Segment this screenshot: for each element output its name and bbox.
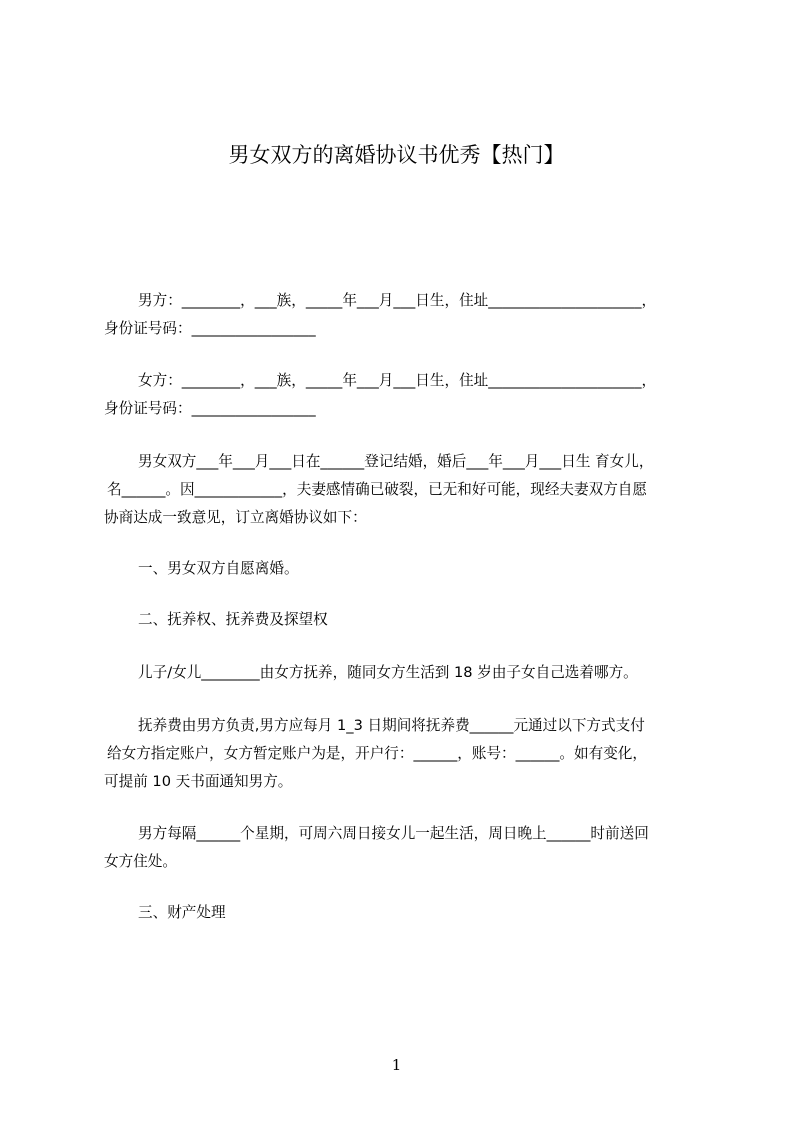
visit-line-1: 男方每隔______个星期，可周六周日接女儿一起生活，周日晚上______时前送回 xyxy=(138,825,649,842)
marriage-line-3: 协商达成一致意见，订立离婚协议如下： xyxy=(104,509,367,526)
male-info-line: 男方：________，___族，_____年___月___日生，住址_____________________， xyxy=(138,292,657,309)
female-info-line: 女方：________，___族，_____年___月___日生，住址_____________________， xyxy=(138,372,657,389)
marriage-line-2: 名______。因____________，夫妻感情确已破裂，已无和好可能，现经夫妻双方自愿 xyxy=(107,481,647,498)
support-line-1: 抚养费由男方负责,男方应每月 1_3 日期间将抚养费______元通过以下方式支付 xyxy=(138,717,645,734)
section-1-heading: 一、男女双方自愿离婚。 xyxy=(138,560,299,577)
marriage-line-1: 男女双方___年___月___日在______登记结婚，婚后___年___月___日生 育女儿， xyxy=(138,453,654,470)
male-id-line: 身份证号码：_________________ xyxy=(104,320,316,337)
section-2-heading: 二、抚养权、抚养费及探望权 xyxy=(138,611,328,628)
custody-line: 儿子/女儿________由女方抚养，随同女方生活到 18 岁由子女自己选着哪方。 xyxy=(138,664,638,681)
support-line-2: 给女方指定账户，女方暂定账户为是，开户行：______，账号：______。如有变化， xyxy=(107,745,647,762)
visit-line-2: 女方住处。 xyxy=(104,853,177,870)
support-line-3: 可提前 10 天书面通知男方。 xyxy=(104,773,293,790)
document-title: 男女双方的离婚协议书优秀【热门】 xyxy=(228,143,565,167)
section-3-heading: 三、财产处理 xyxy=(138,904,226,921)
female-id-line: 身份证号码：_________________ xyxy=(104,400,316,417)
page-number: 1 xyxy=(391,1056,402,1074)
